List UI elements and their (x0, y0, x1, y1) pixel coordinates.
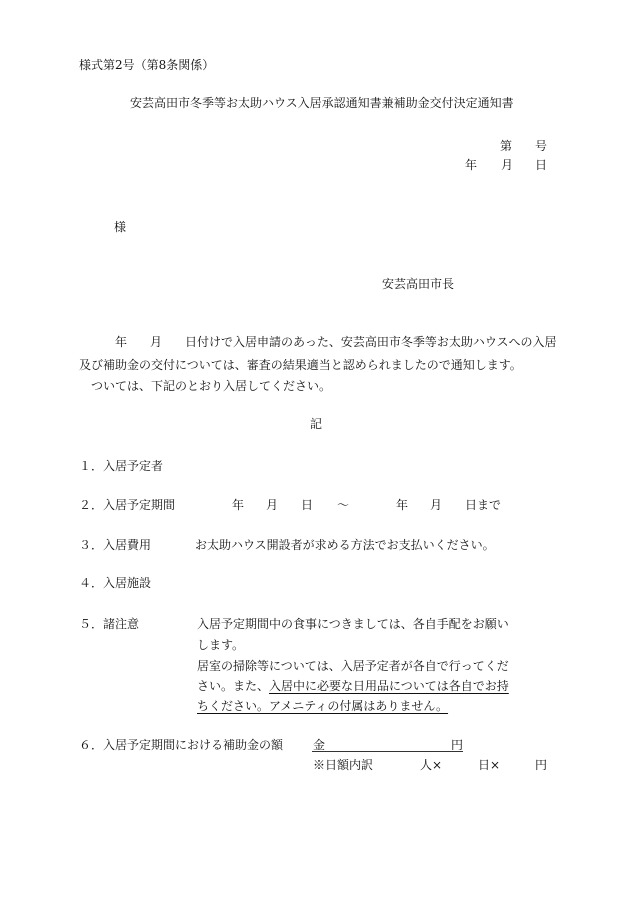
item3-value: お太助ハウス開設者が求める方法でお支払いください。 (195, 538, 495, 552)
period-end-month: 月 (430, 498, 443, 512)
item1-label: １．入居予定者 (79, 459, 164, 473)
notes-line: 入居予定期間中の食事につきましては、各自手配をお願い (197, 617, 509, 631)
ki-heading: 記 (310, 417, 323, 431)
doc-number-dai: 第 (500, 139, 513, 153)
period-end-year: 年 (396, 498, 409, 512)
period-start-month: 月 (266, 498, 279, 512)
body-line3: ついては、下記のとおり入居してください。 (91, 379, 332, 393)
notes-text: さい。また、 (197, 679, 270, 693)
doc-number-go: 号 (535, 139, 548, 153)
period-end-day: 日まで (465, 498, 502, 512)
amount-yen: 円 (451, 738, 464, 752)
period-start-year: 年 (232, 498, 245, 512)
breakdown-days: 日× (478, 758, 501, 772)
date-month: 月 (501, 158, 514, 172)
notes-underlined-line: ちください。アメニティの付属はありません。 (197, 699, 449, 713)
breakdown-persons: 人× (420, 758, 443, 772)
notes-line (197, 679, 509, 693)
item4-label: ４．入居施設 (79, 576, 152, 590)
amount-underline (312, 751, 463, 752)
item3-label: ３．入居費用 (79, 538, 152, 552)
item5-label: ５．諸注意 (79, 617, 140, 631)
date-day: 日 (535, 158, 548, 172)
item2-label: ２．入居予定期間 (79, 498, 176, 512)
form-number: 様式第2号（第8条関係） (79, 58, 215, 72)
notes-underlined-text: 入居中に必要な日用品については各自でお持 (269, 679, 509, 693)
body-month: 月 (150, 335, 163, 349)
item6-label: ６．入居予定期間における補助金の額 (79, 738, 284, 752)
breakdown-yen: 円 (535, 758, 548, 772)
addressee-suffix: 様 (114, 220, 127, 234)
date-year: 年 (465, 158, 478, 172)
period-tilde: ～ (337, 498, 350, 512)
body-year: 年 (115, 335, 128, 349)
body-line1: 日付けで入居申請のあった、安芸高田市冬季等お太助ハウスへの入居 (185, 335, 557, 349)
issuer: 安芸高田市長 (382, 277, 455, 291)
body-line2: 及び補助金の交付については、審査の結果適当と認められましたので通知します。 (79, 358, 522, 372)
document-title: 安芸高田市冬季等お太助ハウス入居承認通知書兼補助金交付決定通知書 (130, 96, 514, 110)
period-start-day: 日 (301, 498, 314, 512)
notes-line: します。 (197, 638, 245, 652)
notes-line: 居室の掃除等については、入居予定者が各自で行ってくだ (197, 659, 509, 673)
amount-kin: 金 (313, 738, 326, 752)
breakdown-label: ※日額内訳 (313, 758, 374, 772)
